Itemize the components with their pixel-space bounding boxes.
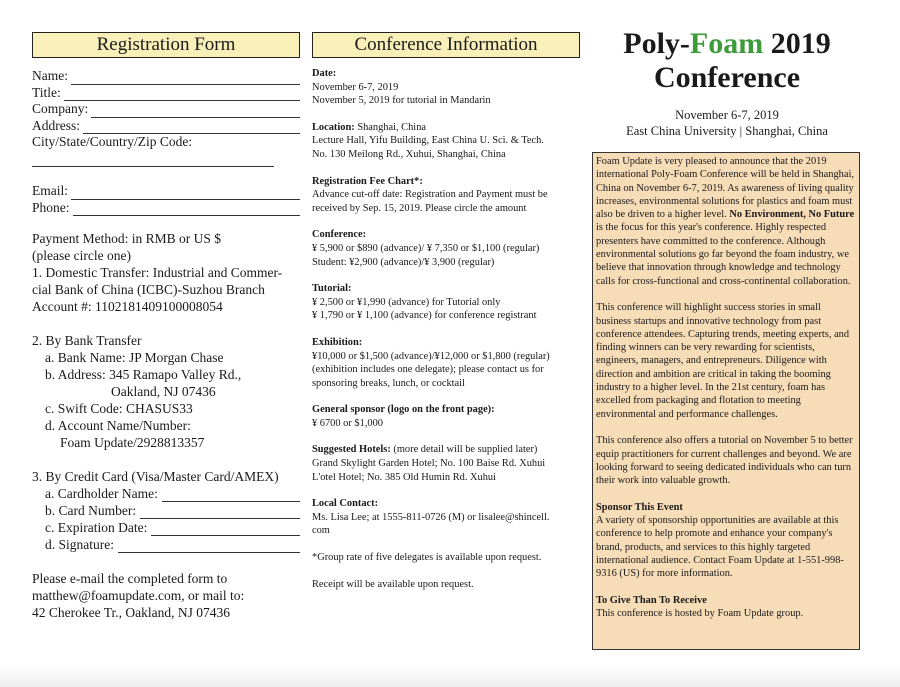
tutorial-fee-block: Tutorial: ¥ 2,500 or ¥1,990 (advance) for Tutorial only ¥ 1,790 or ¥ 1,100 (advance) for conference registrant <box>312 283 537 322</box>
registration-column <box>32 0 300 621</box>
local-contact-block: Local Contact: Ms. Lisa Lee; at 1555-811-0726 (M) or lisalee@shincell. com <box>312 498 550 537</box>
page-bottom-shadow <box>0 664 900 687</box>
signature-field[interactable]: d. Signature: <box>32 536 300 553</box>
circle-one-note: (please circle one) <box>32 248 131 263</box>
conference-info-header: Conference Information <box>312 32 580 58</box>
mail-address: 42 Cherokee Tr., Oakland, NJ 07436 <box>32 605 230 620</box>
registration-form-header: Registration Form <box>32 32 300 58</box>
hotels-block: Suggested Hotels: (more detail will be supplied later) Grand Skylight Garden Hotel; No. 100 Baise Rd. Xuhui L'otel Hotel; No. 385 Old Humin Rd. Xuhui <box>312 444 546 483</box>
name-field[interactable]: Name: <box>32 68 300 85</box>
registration-fee-block: Registration Fee Chart*: Advance cut-off date: Registration and Payment must be received by Sep. 15, 2019. Please circle the amount <box>312 175 548 214</box>
intro-paragraph: Foam Update is very pleased to announce that the 2019 international Poly-Foam Conference will be held in Shanghai, China on November 6-7, 2019. As awareness of living quality increases, environmental solutions for plastics and foam must also be driven to a higher level. No Environment, No Future is the focus for this year's conference. Highly respected presenters have committed to the conference. Although environmental solutions go far beyond the foam industry, we believe that innovation through knowledge and technology calls for cross-functional and cross-continental collaboration. <box>596 156 855 287</box>
date-block: Date: November 6-7, 2019 November 5, 2019 for tutorial in Mandarin <box>312 68 491 107</box>
group-rate-note: *Group rate of five delegates is available upon request. <box>312 552 542 564</box>
domestic-transfer-line1: 1. Domestic Transfer: Industrial and Commer- <box>32 265 283 280</box>
company-field[interactable]: Company: <box>32 101 300 118</box>
address-field[interactable]: Address: <box>32 118 300 135</box>
conference-column <box>312 0 580 604</box>
location-block: Location: Shanghai, China Lecture Hall, Yifu Building, East China U. Sci. & Tech. No. 130 Meilong Rd., Xuhui, Shanghai, China <box>312 121 544 160</box>
email-instructions-line1: Please e-mail the completed form to <box>32 571 228 586</box>
registration-fields <box>32 68 300 216</box>
email-instructions-line2: matthew@foamupdate.com, or mail to: <box>32 588 245 603</box>
account-name-value: Foam Update/2928813357 <box>60 435 205 450</box>
conference-info-body <box>312 67 580 591</box>
event-description-box <box>592 152 860 650</box>
event-column <box>592 0 862 650</box>
card-number-field[interactable]: b. Card Number: <box>32 502 300 519</box>
bank-transfer-heading: 2. By Bank Transfer <box>32 333 142 348</box>
event-dates: November 6-7, 2019 <box>675 108 779 122</box>
event-subtitle <box>592 108 862 139</box>
title-field[interactable]: Title: <box>32 85 300 102</box>
city-state-zip-label: City/State/Country/Zip Code: <box>32 134 193 149</box>
credit-card-heading: 3. By Credit Card (Visa/Master Card/AMEX) <box>32 469 279 484</box>
bank-name: a. Bank Name: JP Morgan Chase <box>45 350 224 365</box>
give-section: To Give Than To Receive This conference is hosted by Foam Update group. <box>596 594 804 620</box>
domestic-account: Account #: 1102181409100008054 <box>32 299 223 314</box>
city-state-zip-field[interactable] <box>32 151 274 168</box>
payment-method: Payment Method: in RMB or US $ <box>32 231 222 246</box>
sponsor-section: Sponsor This Event A variety of sponsorship opportunities are available at this conference to help promote and enhance your company's brand, products, and services to this highly targeted international audience. Contact Foam Update at 1-551-998-9316 (US) for more information. <box>596 501 844 580</box>
exhibition-fee-block: Exhibition: ¥10,000 or $1,500 (advance)/¥12,000 or $1,800 (regular) (exhibition includes one delegate); please contact us for sponsoring breaks, lunch, or cocktail <box>312 336 550 389</box>
receipt-note: Receipt will be available upon request. <box>312 578 474 590</box>
account-name-label: d. Account Name/Number: <box>45 418 191 433</box>
swift-code: c. Swift Code: CHASUS33 <box>45 401 193 416</box>
bank-address: b. Address: 345 Ramapo Valley Rd., <box>45 367 242 382</box>
domestic-transfer-line2: cial Bank of China (ICBC)-Suzhou Branch <box>32 282 265 297</box>
event-venue: East China University | Shanghai, China <box>626 123 828 138</box>
payment-section <box>32 230 300 621</box>
general-sponsor-block: General sponsor (logo on the front page): ¥ 6700 or $1,000 <box>312 404 495 429</box>
email-field[interactable]: Email: <box>32 183 300 200</box>
expiration-date-field[interactable]: c. Expiration Date: <box>32 519 300 536</box>
cardholder-name-field[interactable]: a. Cardholder Name: <box>32 485 300 502</box>
highlights-paragraph: This conference will highlight success stories in small business startups and innovative technology from past conference attendees. Capturing trends, meeting experts, and finding winners can be very rewarding for scientists, engineers, managers, and entrepreneurs. Diligence with direction and ambition are critical in taking the booming industry to a higher level. In the 21st century, foam has excelled from packaging and flotation to meeting environmental and performance challenges. <box>596 302 850 420</box>
tutorial-paragraph: This conference also offers a tutorial on November 5 to better equip practitioners for current challenges and beyond. We are looking forward to seeing dedicated individuals who can turn their work into valuable growth. <box>596 435 853 487</box>
bank-city: Oakland, NJ 07436 <box>111 384 216 399</box>
conference-fee-block: Conference: ¥ 5,900 or $890 (advance)/ ¥ 7,350 or $1,100 (regular) Student: ¥2,900 (advance)/¥ 3,900 (regular) <box>312 229 540 268</box>
phone-field[interactable]: Phone: <box>32 200 300 217</box>
event-title: Poly-Foam 2019 Conference <box>623 27 831 94</box>
